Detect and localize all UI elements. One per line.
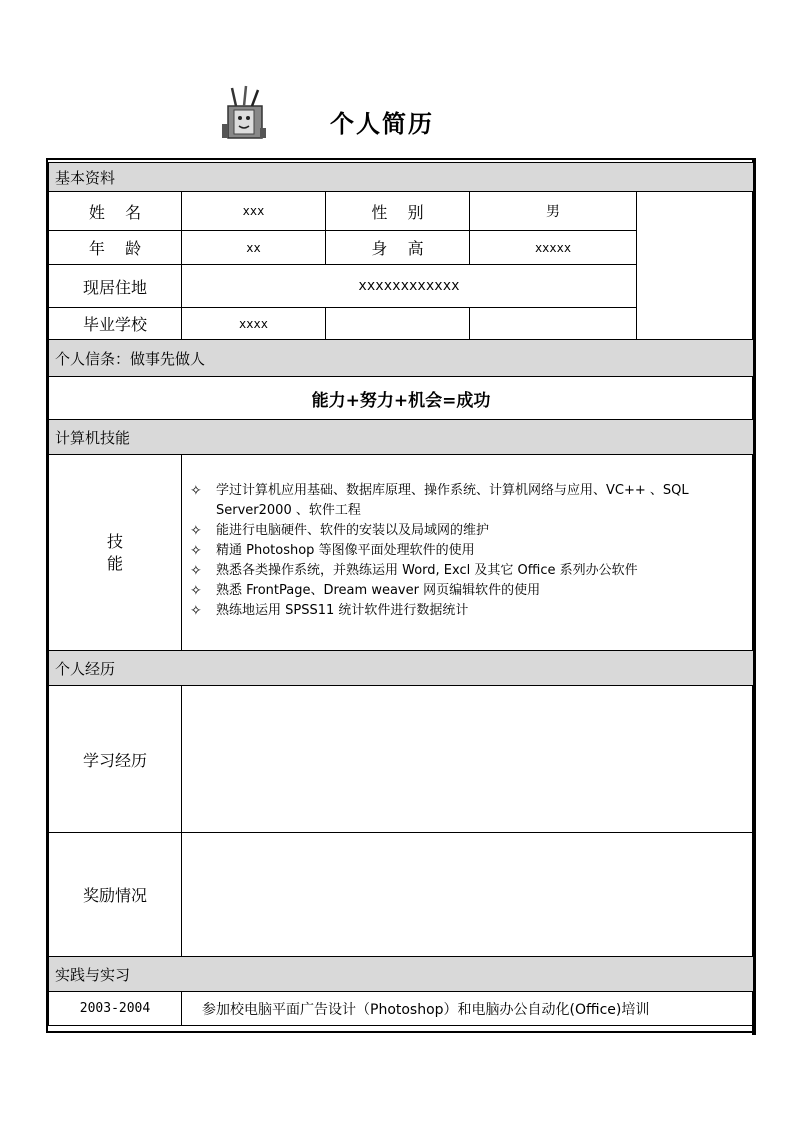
diamond-bullet-icon: ✧: [190, 603, 202, 619]
section-computer-skills: 计算机技能: [49, 420, 754, 455]
skill-text: 熟练地运用 SPSS11 统计软件进行数据统计: [216, 603, 469, 618]
name-value: xxx: [182, 192, 326, 231]
photo-cell: [637, 192, 754, 340]
pen-holder-logo-icon: [218, 84, 268, 142]
diamond-bullet-icon: ✧: [190, 563, 202, 579]
skill-item: [190, 481, 749, 521]
section-basic-info: 基本资料: [49, 163, 754, 192]
resume-table: [48, 162, 754, 1026]
skill-item: [190, 581, 749, 601]
residence-value: xxxxxxxxxxxx: [182, 265, 637, 308]
study-history-content: [182, 686, 754, 833]
skill-text: 能进行电脑硬件、软件的安装以及局域网的维护: [216, 523, 490, 538]
diamond-bullet-icon: ✧: [190, 583, 202, 599]
age-value: xx: [182, 231, 326, 265]
skill-text: 学过计算机应用基础、数据库原理、操作系统、计算机网络与应用、VC++ 、SQL Server2000 、软件工程: [216, 483, 689, 518]
header: [0, 0, 794, 160]
skill-item: [190, 601, 749, 621]
section-practice: 实践与实习: [49, 957, 754, 992]
motto-text: 能力+努力+机会=成功: [49, 377, 754, 420]
height-value: xxxxx: [470, 231, 637, 265]
study-history-label: 学习经历: [49, 686, 182, 833]
height-label: 身 高: [326, 231, 470, 265]
residence-label: 现居住地: [49, 265, 182, 308]
skill-item: [190, 521, 749, 541]
empty-cell: [326, 308, 470, 340]
diamond-bullet-icon: ✧: [190, 543, 202, 559]
skills-list: [182, 455, 754, 651]
page-title: 个人简历: [330, 109, 434, 138]
practice-content: 参加校电脑平面广告设计（Photoshop）和电脑办公自动化(Office)培训: [182, 992, 754, 1026]
section-motto: 个人信条：做事先做人: [49, 340, 754, 377]
gender-label: 性 别: [326, 192, 470, 231]
section-experience: 个人经历: [49, 651, 754, 686]
school-label: 毕业学校: [49, 308, 182, 340]
empty-cell: [470, 308, 637, 340]
awards-content: [182, 833, 754, 957]
practice-period: 2003-2004: [49, 992, 182, 1026]
skill-item: [190, 541, 749, 561]
skill-item: [190, 561, 749, 581]
diamond-bullet-icon: ✧: [190, 483, 202, 499]
diamond-bullet-icon: ✧: [190, 523, 202, 539]
skills-label: 技 能: [49, 455, 182, 651]
gender-value: 男: [470, 192, 637, 231]
age-label: 年 龄: [49, 231, 182, 265]
skill-text: 熟悉各类操作系统，并熟练运用 Word, Excl 及其它 Office 系列办公软件: [216, 563, 638, 578]
skill-text: 熟悉 FrontPage、Dream weaver 网页编辑软件的使用: [216, 583, 541, 598]
name-label: 姓 名: [49, 192, 182, 231]
awards-label: 奖励情况: [49, 833, 182, 957]
school-value: xxxx: [182, 308, 326, 340]
skill-text: 精通 Photoshop 等图像平面处理软件的使用: [216, 543, 475, 558]
